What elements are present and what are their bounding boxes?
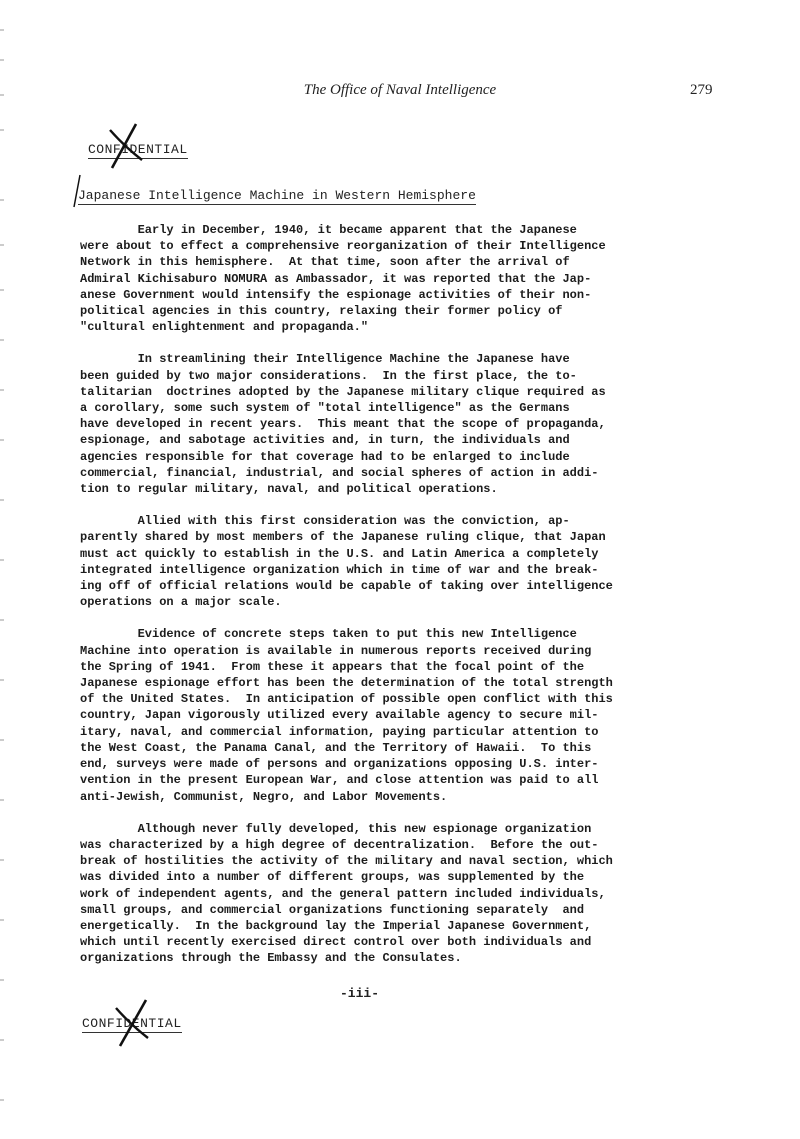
paragraph-1 (80, 222, 688, 335)
section-heading (78, 188, 476, 203)
paragraph-line: energetically. In the background lay the Imperial Japanese Government, (80, 918, 592, 933)
memo-body (80, 222, 688, 983)
paragraph-line: of the United States. In anticipation of possible open conflict with this (80, 692, 613, 707)
paragraph-line: Machine into operation is available in numerous reports received during (80, 643, 592, 658)
classification-stamp-top (88, 142, 188, 157)
paragraph-line: the West Coast, the Panama Canal, and the Territory of Hawaii. To this (80, 740, 592, 755)
paragraph-line: ing off of official relations would be capable of taking over intelligence (80, 579, 613, 594)
paragraph-line: was characterized by a high degree of decentralization. Before the out- (80, 837, 599, 852)
paragraph-5 (80, 821, 688, 967)
paragraph-line: espionage, and sabotage activities and, in turn, the individuals and (80, 433, 570, 448)
strike-mark-icon (106, 998, 156, 1048)
paragraph-line: vention in the present European War, and close attention was paid to all (80, 773, 599, 788)
paragraph-line: Network in this hemisphere. At that time, soon after the arrival of (80, 255, 570, 270)
classification-stamp-top-text: CONFIDENTIAL (88, 142, 188, 157)
paragraph-line: Evidence of concrete steps taken to put this new Intelligence (80, 627, 577, 642)
paragraph-line: work of independent agents, and the general pattern included individuals, (80, 886, 606, 901)
paragraph-line: end, surveys were made of persons and organizations opposing U.S. inter- (80, 757, 599, 772)
paragraph-line: Early in December, 1940, it became apparent that the Japanese (80, 223, 577, 237)
paragraph-line: must act quickly to establish in the U.S. and Latin America a completely (80, 546, 599, 561)
running-header-title: The Office of Naval Intelligence (303, 82, 497, 98)
roman-page-marker: -iii- (340, 986, 380, 1001)
paragraph-line: anti-Jewish, Communist, Negro, and Labor Movements. (80, 789, 448, 804)
paragraph-line: anese Government would intensify the espionage activities of their non- (80, 287, 592, 302)
paragraph-line: organizations through the Embassy and the Consulates. (80, 951, 462, 966)
paragraph-line: operations on a major scale. (80, 595, 282, 610)
paragraph-line: integrated intelligence organization which in time of war and the break- (80, 562, 599, 577)
paragraph-line: Japanese espionage effort has been the determination of the total strength (80, 676, 613, 691)
paragraph-line: break of hostilities the activity of the military and naval section, which (80, 854, 613, 869)
paragraph-line: commercial, financial, industrial, and social spheres of action in addi- (80, 465, 599, 480)
classification-stamp-bottom (82, 1016, 182, 1031)
paragraph-line: Allied with this first consideration was the conviction, ap- (80, 514, 570, 529)
running-header-page-number: 279 (690, 82, 713, 98)
paragraph-line: a corollary, some such system of "total intelligence" as the Germans (80, 401, 570, 416)
paragraph-line: was divided into a number of different groups, was supplemented by the (80, 870, 585, 885)
paragraph-line: parently shared by most members of the Japanese ruling clique, that Japan (80, 530, 606, 545)
paragraph-2 (80, 351, 688, 497)
paragraph-line: tion to regular military, naval, and political operations. (80, 482, 498, 497)
paragraph-line: small groups, and commercial organizations functioning separately and (80, 902, 585, 917)
classification-stamp-bottom-text: CONFIDENTIAL (82, 1016, 182, 1031)
paragraph-line: Although never fully developed, this new espionage organization (80, 821, 592, 836)
paragraph-line: political agencies in this country, relaxing their former policy of (80, 304, 563, 319)
paragraph-line: have developed in recent years. This meant that the scope of propaganda, (80, 417, 606, 432)
paragraph-3 (80, 513, 688, 610)
paragraph-line: which until recently exercised direct control over both individuals and (80, 935, 592, 950)
paragraph-line: Admiral Kichisaburo NOMURA as Ambassador, it was reported that the Jap- (80, 271, 592, 286)
paragraph-line: the Spring of 1941. From these it appears that the focal point of the (80, 659, 585, 674)
paragraph-line: were about to effect a comprehensive reorganization of their Intelligence (80, 239, 606, 254)
binding-edge-marks (0, 0, 6, 1134)
paragraph-line: talitarian doctrines adopted by the Japanese military clique required as (80, 384, 606, 399)
paragraph-line: country, Japan vigorously utilized every available agency to secure mil- (80, 708, 599, 723)
strike-mark-icon (102, 122, 152, 172)
paragraph-line: "cultural enlightenment and propaganda." (80, 320, 369, 335)
paragraph-line: agencies responsible for that coverage had to be enlarged to include (80, 449, 570, 464)
section-heading-text: Japanese Intelligence Machine in Western Hemisphere (78, 188, 476, 203)
paragraph-line: In streamlining their Intelligence Machine the Japanese have (80, 352, 570, 367)
paragraph-line: been guided by two major considerations. In the first place, the to- (80, 368, 577, 383)
paragraph-line: itary, naval, and commercial information, paying particular attention to (80, 724, 599, 739)
margin-slash-icon (72, 174, 82, 208)
paragraph-4 (80, 626, 688, 804)
